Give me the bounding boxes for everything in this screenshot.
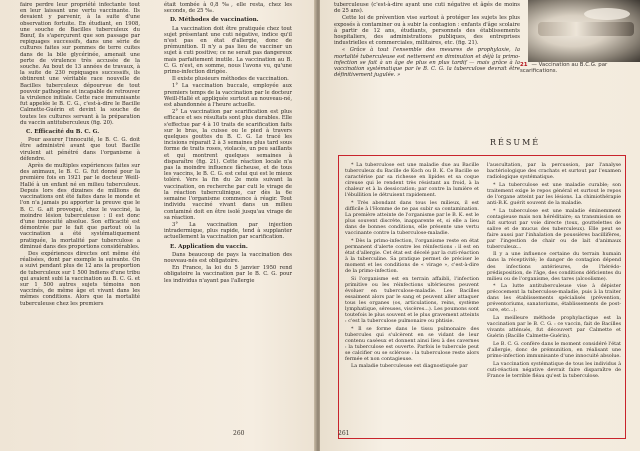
paragraph: était tombée à 0,8 ‰, elle resta, chez les seconds, de 25 ‰. xyxy=(164,2,292,15)
resume-paragraph: La vaccination systématique de tous les individus à cuti-réaction négative devrait faire disparaître de France le terrible fléau qu'est la tuberculose. xyxy=(487,360,621,379)
paragraph: 1° La vaccination buccale, employée aux premiers temps de la vaccination par le docteur Weill-Hallé et appliquée surtout au nouveau-né, est abandonnée à l'heure actuelle. xyxy=(164,83,293,109)
paragraph: Des expériences directes ont même été réalisées, dont par exemple la suivante. On a suivi pendant plus de 12 ans la proportion de tuberculeux sur 1 500 Indiens d'une tribu qui avaient subi la vaccination au B. C. G. et sur 1 500 autres sujets témoins non vaccinés, de même âge et vivant dans les mêmes conditions. Alors que la mortalité tuberculeuse chez les premiers xyxy=(20,250,140,307)
resume-paragraph: Le B. C. G. confère dans le moment considéré l'état d'allergie, donc de prémunition, en réalisant une primo-infection immunisante d'une innocuité absolue. xyxy=(487,340,621,359)
figure-number: 21 xyxy=(520,62,528,68)
paragraph: Pour assurer l'innocuité, le B. C. G. doit être administré avant que tout Bacille virulent ait pénétré dans l'organisme à défendre. xyxy=(20,137,140,162)
resume-paragraph: * La tuberculose est une maladie due au Bacille tuberculeux du Bacille de Koch ou B. K. Ce Bacille se caractérise par sa richesse en lipides et sa coque cireuse qui le rendent très résistant au froid, à la chaleur et à la dessiccation; par contre la lumière et l'ébullition le détruisent rapidement. xyxy=(345,162,479,199)
resume-paragraph: Il y a une influence certaine du terrain humain dans la réceptivité; le danger de contagion dépend des infections antérieures, de l'hérédo-prédisposition, de l'âge, des conditions déficientes du milieu ou de l'organisme, des tares (alcoolisme). xyxy=(487,251,621,282)
resume-paragraph: * La tuberculose est une maladie éminemment contagieuse mais non héréditaire; sa transmission se fait surtout par voie directe (toux, gouttelettes de salive et de mucus des tuberculeux). Elle peut se faire aussi par l'inhalation de poussières bacillifères, par l'ingestion de chair ou de lait d'animaux tuberculeux... xyxy=(487,207,621,250)
vaccination-photo xyxy=(528,0,640,62)
resume-paragraph: Si l'organisme est en terrain affaibli, l'infection primitive ou les réinfections ultérieures peuvent évoluer en tuberculose-maladie. Les Bacilles essaiment alors par le sang et peuvent aller attaquer tous les organes (os, articulations, reins, système lymphatique, séreuses, viscères...). Les poumons sont toutefois le plus souvent et le plus gravement atteints : c'est la tuberculose pulmonaire ou phtisie. xyxy=(345,275,479,324)
resume-paragraph: La meilleure méthode prophylactique est la vaccination par le B. C. G. : ce vaccin, fait de Bacilles vivants atténués, fut découvert par Calmette et Guérin (Bacille Calmette-Guérin). xyxy=(487,315,621,340)
page-number: 261 xyxy=(338,430,350,437)
caption-text: — Vaccination au B.C.G. par scarifications. xyxy=(520,62,608,75)
resume-paragraph: * Il se forme dans le tissu pulmonaire des tubercules qui s'ulcèrent en se vidant de leur contenu caséeux et donnent ainsi lieu à des cavernes : la tuberculose est ouverte. Parfois le tubercule peut se calcifier ou se sclérose : la tuberculose reste alors fermée et non contagieuse. xyxy=(345,325,479,362)
left-page xyxy=(0,0,316,451)
left-page-column-1 xyxy=(20,2,140,308)
figure-caption xyxy=(520,62,632,75)
resume-paragraph: * Dès la primo-infection, l'organisme reste en état permanent d'alerte contre les réinfections : il est en état d'allergie. Cet état est décelé par la cuti-réaction à la tuberculine. Sa pratique permet de préciser le moment et les conditions de « virage », c'est-à-dire de la primo-infection. xyxy=(345,237,479,274)
paragraph: Après de multiples expériences faites sur des animaux, le B. C. G. fut donné pour la première fois en 1921 par le docteur Weill-Hallé à un enfant né en milieu tuberculeux. Depuis lors des dizaines de millions de vaccinations ont été faites dans le monde et l'on n'a jamais pu apporter la preuve que le B. C. G. ait provoqué, chez le vacciné, la moindre lésion tuberculeuse : il est donc d'une innocuité absolue. Son efficacité est démontrée par le fait que partout où la vaccination a été systématiquement pratiquée, la mortalité par tuberculose a diminué dans des proportions considérables. xyxy=(20,163,140,250)
paragraph: 2° La vaccination par scarification est plus efficace et ses résultats sont plus durables. Elle s'effectue par 4 à 10 traits de scarification faits sur le bras, la cuisse ou le pied à travers quelques gouttes du B. C. G. Le tracé les incisions réparait 2 à 3 semaines plus tard sous forme de traits roses, violacés, un peu saillants et qui montrent quelques semaines à disparaître (fig. 21). Cette réaction locale n'a pas la moindre influence fâcheuse, et de tous les vaccins, le B. C. G. est celui qui est le mieux toléré. Vers la fin du 2e mois suivant la vaccination, on recherche par cuti le virage de la réaction tuberculinique, car dès la 6e semaine l'organisme commence à réagir. Tout individu vacciné vivant dans un milieu contaminé doit en être isolé jusqu'au virage de sa réaction. xyxy=(164,109,292,221)
paragraph: La vaccination doit être pratiquée chez tout sujet présentant une cuti négative, indice qu'il n'est pas en état d'allergie, donc de prémunition. Il n'y a pas lieu de vacciner un sujet à cuti positive; ce ne serait pas dangereux mais parfaitement inutile. La vaccination au B. C. G. n'est, en somme, nous l'avons vu, qu'une primo-infection dirigée. xyxy=(164,25,292,76)
resume-paragraph: * La lutte antituberculeuse vise à dépister précocement la tuberculose-maladie, puis à la traiter dans les établissements spécialisés (prévention, préventoriums, sanatoriums, établissements de post-cure, etc...). xyxy=(487,283,621,314)
section-heading: E. Application du vaccin. xyxy=(170,243,248,250)
left-page-column-2 xyxy=(164,2,292,285)
paragraph: tuberculeuse (c'est-à-dire ayant une cuti négative et âgés de moins de 25 ans). xyxy=(334,2,520,15)
highlight-shape xyxy=(584,8,630,20)
resume-paragraph: * Très abondant dans tous les milieux, il est difficile à l'Homme de ne pas subir sa contamination. La première atteinte de l'organisme par le B. K. est le plus souvent discrète, inapparente et, si elle a lieu dans de bonnes conditions, elle présente une vertu vaccinante contre la tuberculose-maladie. xyxy=(345,199,479,237)
resume-title: RÉSUMÉ xyxy=(490,138,541,147)
right-page-column xyxy=(334,2,520,79)
resume-box xyxy=(338,155,626,439)
resume-column-1 xyxy=(345,162,479,371)
section-heading: D. Méthodes de vaccination. xyxy=(170,17,259,24)
paragraph: faire perdre leur propriété infectante tout en leur laissant une vertu vaccinante. Ils devaient y parvenir, à la suite d'une observation fortuite. En étudiant, en 1908, une souche de Bacilles tuberculeux du Bœuf, ils s'aperçurent que son passage par repiquages successifs, dans une série de cultures faites sur pommes de terre cuites dans de la bile glycérinée, amenait une perte de virulence très accusée de la souche. Au bout de 13 années de travaux, à la suite de 230 repiquages successifs, ils obtinrent une véritable race nouvelle de Bacilles tuberculeux dépourvue de tout pouvoir pathogène et incapable de retrouver la virulence initiale. Cette race immunisante fut appelée le B. C. G., c'est-à-dire le Bacille Calmette-Guérin et devint la souche de toutes les cultures servant à la préparation du vaccin antituberculeux (fig. 20). xyxy=(20,2,140,126)
resume-paragraph: * La tuberculose est une maladie curable; son traitement exige le repos général et surtout le repos de l'organe atteint par les lésions. La chimiothérapie anti-B.K. guérit souvent de la maladie. xyxy=(487,181,621,206)
arm-shape xyxy=(538,22,634,36)
resume-column-2 xyxy=(487,162,621,380)
page-number: 260 xyxy=(233,430,245,437)
section-heading: C. Efficacité du B. C. G. xyxy=(26,129,100,136)
resume-paragraph: l'auscultation, par la percussion, par l'analyse bactériologique des crachats et surtout par l'examen radiologique systématique. xyxy=(487,162,621,181)
resume-paragraph: La maladie tuberculeuse est diagnostiquée par xyxy=(351,363,468,370)
quote-paragraph: « Grâce à tout l'ensemble des mesures de prophylaxie, la mortalité tuberculeuse est nettement en diminution et déjà la primo-infection se fait à un âge de plus en plus tardif — mais grâce à la vaccination systématique par le B. C. G. la tuberculose devrait être définitivement jugulée. » xyxy=(334,47,520,79)
paragraph: 3° La vaccination par injection intradermique, plus rapide, tend à supplanter actuellement la vaccination par scarification. xyxy=(164,221,292,241)
paragraph: Il existe plusieurs méthodes de vaccination. xyxy=(172,76,289,83)
paragraph: Cette loi de prévention vise surtout à protéger les sujets les plus exposés à contaminer ou à subir la contagion : enfants d'âge scolaire à partir de 12 ans, étudiants, personnels des établissements hospitaliers, des administrations publiques, des entreprises industrielles et commerciales, militaires, etc. (fig. 21). xyxy=(334,15,520,47)
paragraph: Dans beaucoup de pays la vaccination des nouveau-nés est obligatoire. xyxy=(164,251,292,264)
paragraph: En France, la loi du 5 janvier 1950 rend obligatoire la vaccination par le B. C. G. pour les individus n'ayant pas l'allergie xyxy=(164,265,292,284)
